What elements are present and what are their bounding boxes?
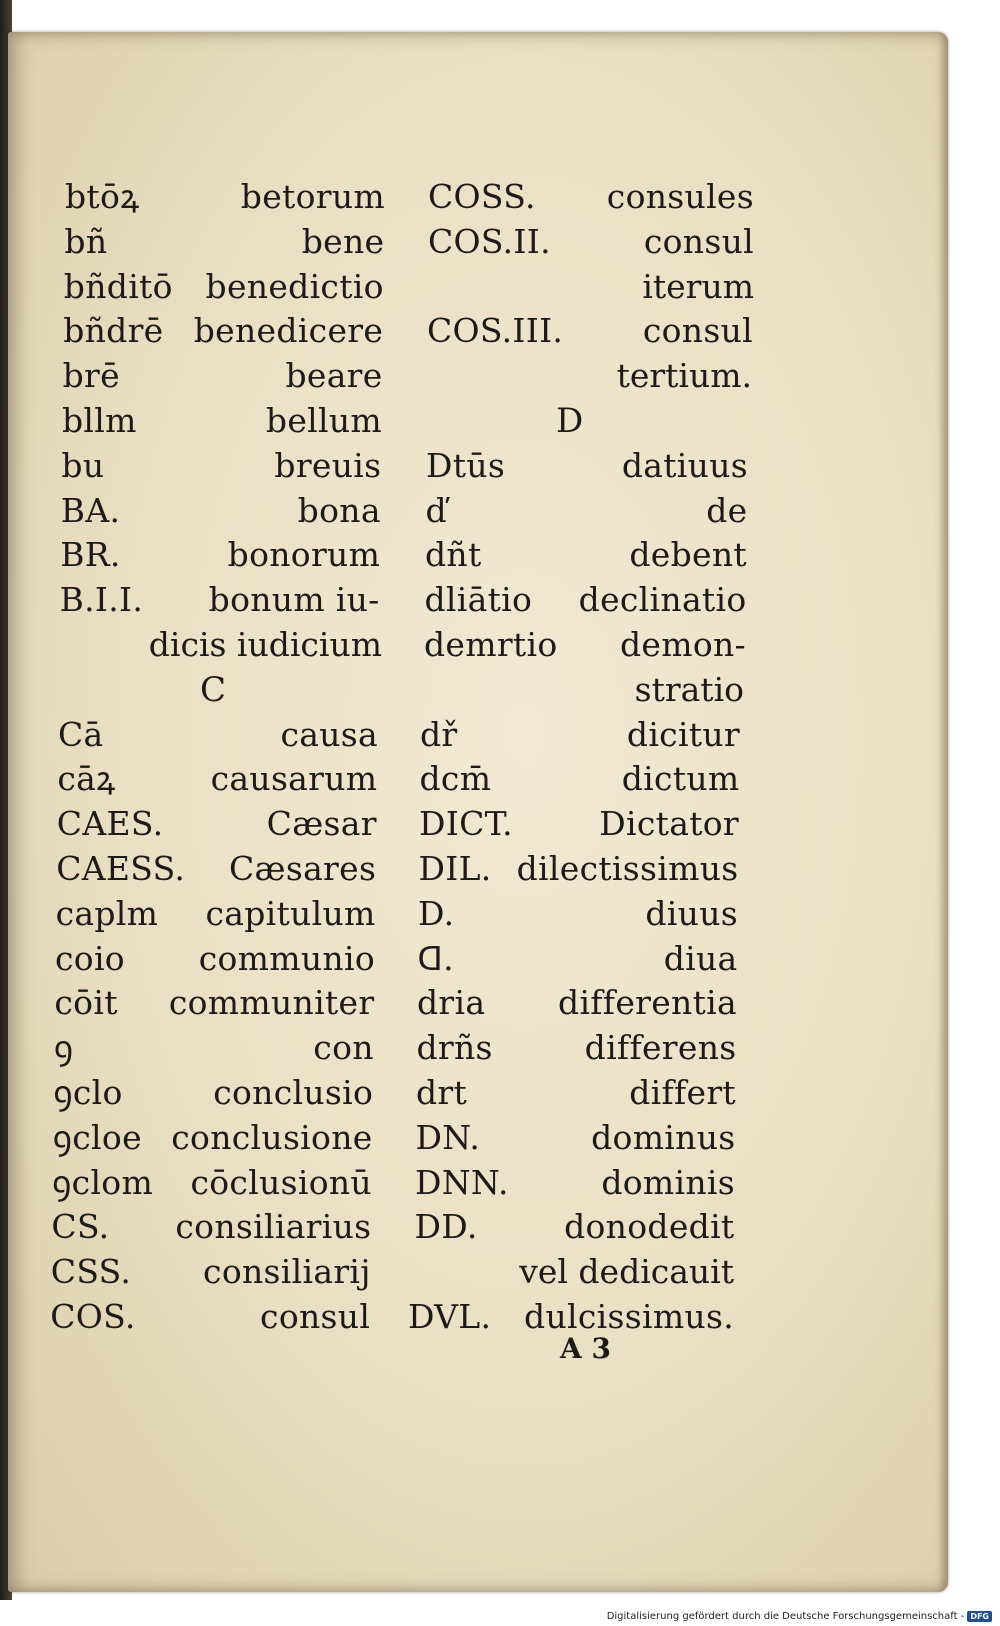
entry-row xyxy=(63,311,384,351)
abbreviation: btōꝝ xyxy=(65,177,140,216)
continuation-text: vel dedicauit xyxy=(519,1252,734,1292)
entry-row xyxy=(419,759,740,799)
entry-row xyxy=(416,1028,737,1068)
expansion: causarum xyxy=(210,759,378,799)
abbreviation: B.I.I. xyxy=(59,580,144,620)
entry-row xyxy=(427,311,753,351)
expansion: communiter xyxy=(168,983,375,1023)
expansion: debent xyxy=(629,535,747,575)
expansion: communio xyxy=(198,938,375,978)
entry-row xyxy=(51,1207,372,1247)
expansion: differens xyxy=(584,1028,737,1068)
abbreviation: ᗡ. xyxy=(417,938,454,978)
dfg-logo: DFG xyxy=(967,1611,992,1622)
abbreviation: CSS. xyxy=(50,1252,132,1292)
abbreviation: CAESS. xyxy=(56,849,186,888)
abbreviation: DICT. xyxy=(419,804,513,844)
abbreviation: BA. xyxy=(60,490,121,530)
abbreviation: DN. xyxy=(415,1117,481,1157)
entry-row xyxy=(55,938,375,978)
abbreviation: Dtūs xyxy=(426,445,506,485)
expansion: bona xyxy=(297,490,381,530)
abbreviation: ď xyxy=(425,490,447,530)
entry-row xyxy=(415,1117,736,1157)
abbreviation: DD. xyxy=(414,1207,478,1247)
abbreviation: bñdrē xyxy=(63,311,164,351)
expansion: datiuus xyxy=(621,445,748,485)
expansion: consiliarij xyxy=(203,1252,371,1292)
expansion: Cæsar xyxy=(266,804,377,844)
page-edge xyxy=(938,32,948,1592)
entry-row xyxy=(424,625,746,664)
expansion: Dictator xyxy=(599,804,739,844)
expansion: differt xyxy=(629,1073,736,1112)
abbreviation: ꝯ xyxy=(53,1028,74,1068)
expansion: Cæsares xyxy=(228,849,377,888)
abbreviation: COS.II. xyxy=(428,221,551,261)
footer-text: Digitalisierung gefördert durch die Deutsche Forschungsgemeinschaft - xyxy=(606,1611,965,1622)
entry-row xyxy=(65,177,385,216)
expansion: beare xyxy=(285,356,383,396)
expansion: con xyxy=(313,1028,374,1068)
abbreviation: dliātio xyxy=(424,580,533,620)
section-letter: C xyxy=(200,669,227,710)
entry-row xyxy=(56,849,377,888)
expansion: differentia xyxy=(558,983,737,1023)
expansion: breuis xyxy=(274,445,382,485)
entry-row xyxy=(414,1207,735,1247)
abbreviation: bu xyxy=(61,445,105,485)
abbreviation: dria xyxy=(417,983,486,1023)
expansion: de xyxy=(706,490,748,530)
entry-row xyxy=(50,1252,371,1292)
entry-row xyxy=(424,580,747,620)
abbreviation: COSS. xyxy=(428,177,536,216)
expansion: causa xyxy=(280,714,378,754)
expansion: bonorum xyxy=(227,535,381,575)
entry-row xyxy=(418,849,739,888)
entry-row xyxy=(62,401,382,440)
abbreviation: ꝯclo xyxy=(53,1073,123,1112)
entry-row xyxy=(420,714,740,754)
abbreviation: CAES. xyxy=(56,804,164,844)
expansion: dominis xyxy=(601,1162,735,1202)
expansion: benedicere xyxy=(193,311,384,351)
entry-row xyxy=(419,804,739,844)
entry-row xyxy=(418,893,738,933)
continuation-text: dicis iudicium xyxy=(148,625,382,664)
entry-row xyxy=(415,1162,735,1202)
continuation-text: iterum xyxy=(642,266,754,306)
entry-row xyxy=(60,490,381,530)
expansion: donodedit xyxy=(564,1207,735,1247)
entry-row xyxy=(52,1162,372,1202)
abbreviation: coio xyxy=(55,938,125,978)
abbreviation: dř xyxy=(420,714,458,754)
expansion: declinatio xyxy=(578,580,747,620)
abbreviation: CS. xyxy=(51,1207,110,1247)
entry-row xyxy=(54,983,375,1023)
abbreviation: drt xyxy=(416,1073,468,1112)
expansion: dominus xyxy=(591,1117,736,1157)
abbreviation: ꝯcloe xyxy=(52,1117,142,1157)
expansion: betorum xyxy=(240,177,385,216)
abbreviation: DIL. xyxy=(418,849,492,888)
abbreviation: bllm xyxy=(62,401,137,440)
entry-row xyxy=(64,221,385,261)
abbreviation: cōit xyxy=(54,983,118,1023)
abbreviation: dcm̄ xyxy=(419,759,492,799)
footer-credit xyxy=(607,1611,992,1622)
expansion: dilectissimus xyxy=(516,849,739,888)
entry-row xyxy=(416,1073,736,1112)
entry-row xyxy=(426,445,748,485)
entry-row xyxy=(428,177,754,216)
expansion: consul xyxy=(642,311,753,351)
expansion: diuus xyxy=(645,893,738,933)
entry-row xyxy=(425,535,747,575)
entry-row xyxy=(417,983,737,1023)
abbreviation: D. xyxy=(418,893,455,933)
abbreviation: demrtio xyxy=(424,625,558,664)
entry-row xyxy=(62,356,383,396)
expansion: bene xyxy=(301,221,385,261)
abbreviation: cāꝝ xyxy=(57,759,116,799)
entry-row xyxy=(61,445,382,485)
expansion: dulcissimus. xyxy=(524,1297,734,1336)
expansion: dictum xyxy=(621,759,740,799)
abbreviation: COS.III. xyxy=(427,311,564,351)
abbreviation: DNN. xyxy=(415,1162,509,1202)
expansion: bellum xyxy=(265,401,382,440)
expansion: benedictio xyxy=(205,266,384,306)
abbreviation: dñt xyxy=(425,535,482,575)
abbreviation: drñs xyxy=(416,1028,493,1068)
expansion: cōclusionū xyxy=(190,1162,372,1202)
entry-row xyxy=(60,535,381,575)
entry-row xyxy=(53,1028,374,1068)
abbreviation: ꝯclom xyxy=(52,1162,154,1202)
expansion: conclusione xyxy=(171,1117,373,1157)
expansion: consiliarius xyxy=(175,1207,372,1247)
expansion: conclusio xyxy=(213,1073,374,1112)
abbreviation: BR. xyxy=(60,535,121,575)
abbreviation: bñ xyxy=(64,221,108,261)
expansion: consul xyxy=(260,1297,371,1336)
abbreviation: DVL. xyxy=(408,1297,492,1336)
entry-row xyxy=(50,1297,371,1336)
entry-row xyxy=(57,759,378,799)
entry-row xyxy=(425,490,748,530)
expansion: capitulum xyxy=(205,893,376,933)
abbreviation: caplm xyxy=(55,893,159,933)
expansion: demon- xyxy=(619,625,746,664)
entry-row xyxy=(58,714,378,754)
continuation-text: tertium. xyxy=(616,356,752,396)
abbreviation: bñditō xyxy=(63,266,173,306)
entry-row xyxy=(53,1073,374,1112)
entry-row xyxy=(63,266,384,306)
signature-mark: A 3 xyxy=(560,1332,611,1365)
entry-row xyxy=(428,221,754,261)
expansion: consules xyxy=(606,177,754,216)
abbreviation: brē xyxy=(62,356,120,396)
expansion: consul xyxy=(643,221,754,261)
expansion: bonum iu- xyxy=(208,580,380,620)
section-letter: D xyxy=(556,401,584,441)
entry-row xyxy=(59,580,380,620)
entry-row xyxy=(417,938,738,978)
expansion: diua xyxy=(663,938,738,978)
abbreviation: Cā xyxy=(58,714,104,754)
entry-row xyxy=(408,1297,734,1336)
abbreviation: COS. xyxy=(50,1297,136,1336)
entry-row xyxy=(56,804,377,844)
continuation-text: stratio xyxy=(634,669,744,709)
entry-row xyxy=(52,1117,373,1157)
expansion: dicitur xyxy=(626,714,740,754)
entry-row xyxy=(55,893,376,933)
